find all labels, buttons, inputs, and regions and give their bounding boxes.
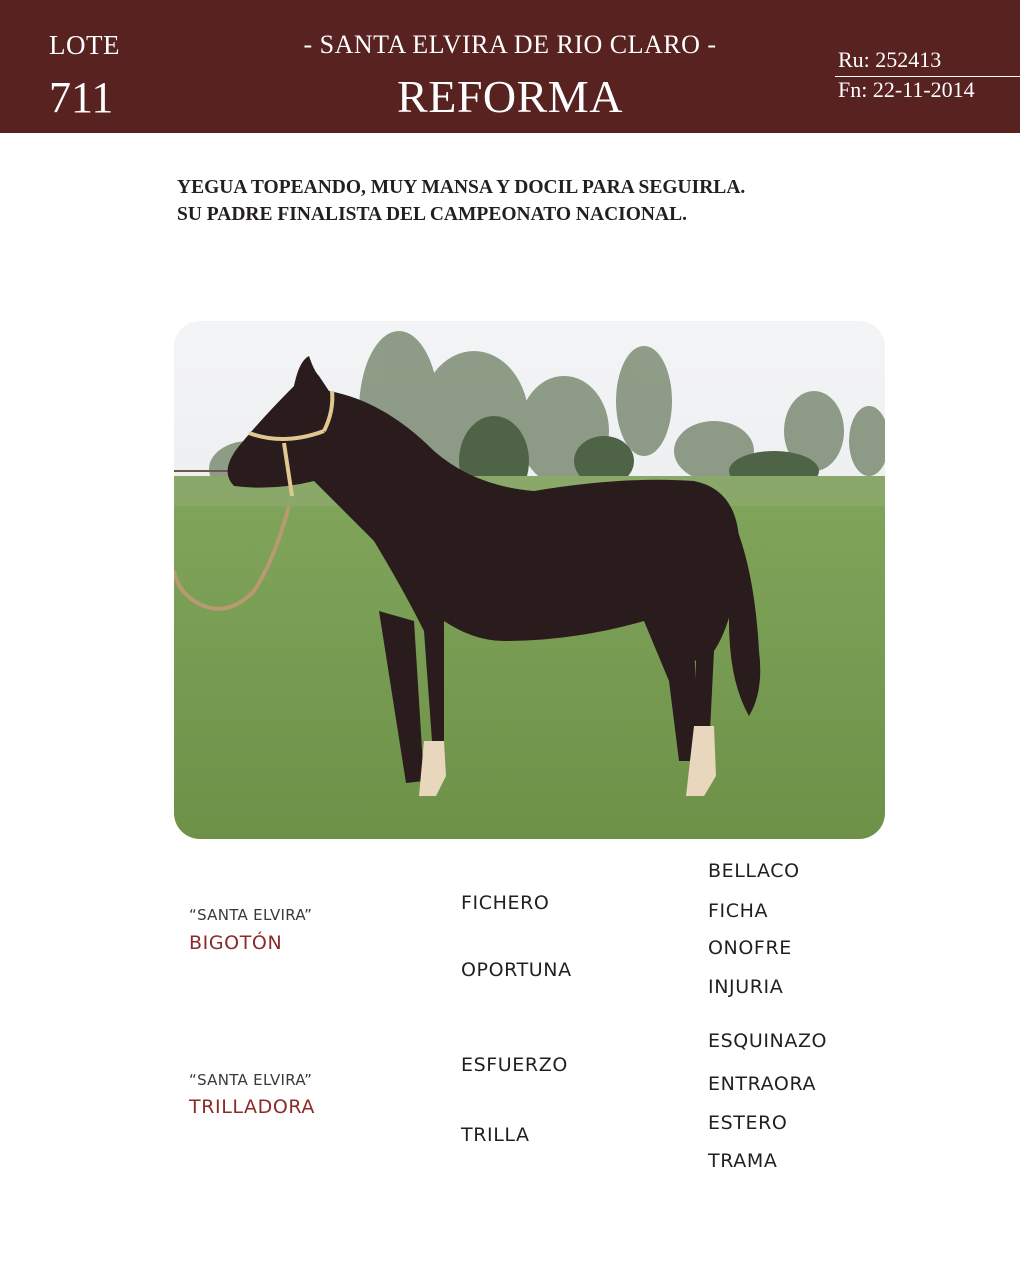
dam-name: TRILLADORA [189,1096,316,1118]
registry-number: Ru: 252413 [838,47,942,72]
great-grandparent-name: ENTRAORA [708,1073,817,1095]
description [177,174,745,228]
great-grandparent-name: FICHA [708,900,769,922]
great-grandparent-name: ESQUINAZO [708,1030,828,1052]
grandparent-name: ESFUERZO [461,1054,568,1076]
great-grandparent-name: TRAMA [708,1150,778,1172]
great-grandparent-name: BELLACO [708,860,800,882]
description-line: SU PADRE FINALISTA DEL CAMPEONATO NACIONAL. [177,204,687,225]
farm-name: - SANTA ELVIRA DE RIO CLARO - [303,30,717,59]
horse-photo [174,321,885,839]
great-grandparent-name: INJURIA [708,976,784,998]
great-grandparent-name: ONOFRE [708,937,792,959]
horse-name: REFORMA [397,71,623,122]
lote-number: 711 [49,73,114,122]
sire-name: BIGOTÓN [189,932,283,954]
header-bar [0,0,1020,133]
description-line: YEGUA TOPEANDO, MUY MANSA Y DOCIL PARA SEGUIRLA. [177,177,746,198]
grandparent-name: TRILLA [461,1124,530,1146]
sire-breeder: “SANTA ELVIRA” [189,906,313,924]
dam-breeder: “SANTA ELVIRA” [189,1071,313,1089]
grandparent-name: OPORTUNA [461,959,572,981]
grandparent-name: FICHERO [461,892,550,914]
lote-label: LOTE [49,30,120,60]
birth-date: Fn: 22-11-2014 [838,77,975,102]
great-grandparent-name: ESTERO [708,1112,788,1134]
